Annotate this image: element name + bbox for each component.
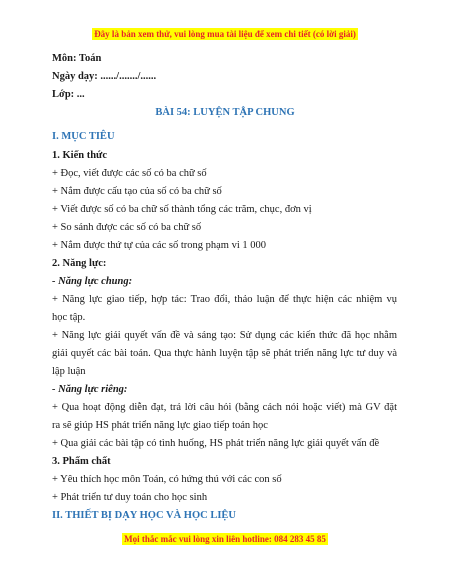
- hotline-notice-banner: [0, 533, 450, 545]
- quality-item: + Yêu thích học môn Toán, có hứng thú với các con số: [52, 474, 282, 485]
- preview-notice-banner: [0, 28, 450, 40]
- section-objectives-heading: I. MỤC TIÊU: [52, 131, 115, 142]
- ability-heading: 2. Năng lực:: [52, 258, 107, 269]
- specific-ability-item-line: + Qua giải các bài tập có tình huống, HS phát triển năng lực giải quyết vấn đề: [52, 438, 380, 449]
- knowledge-heading: 1. Kiến thức: [52, 150, 108, 161]
- quality-heading: 3. Phẩm chất: [52, 456, 111, 467]
- hotline-notice-text: Mọi thắc mắc vui lòng xin liên hotline: 084 283 45 85: [124, 534, 326, 544]
- general-ability-item-line: giải quyết các bài toán. Qua thực hành luyện tập sẽ phát triển năng lực tư duy và: [52, 348, 397, 359]
- general-ability-item-line: học tập.: [52, 312, 86, 323]
- knowledge-item: + Đọc, viết được các số có ba chữ số: [52, 168, 207, 179]
- preview-notice-text: Đây là bản xem thử, vui lòng mua tài liệu để xem chi tiết (có lời giải): [94, 29, 356, 39]
- lesson-title: BÀI 54: LUYỆN TẬP CHUNG: [155, 107, 295, 118]
- date-label: Ngày dạy: ....../......./......: [52, 71, 157, 82]
- specific-ability-item-line: ra sẽ giúp HS phát triển năng lực giao tiếp toán học: [52, 420, 268, 431]
- class-label: Lớp: ...: [52, 89, 85, 100]
- specific-ability-heading: - Năng lực riêng:: [52, 384, 128, 395]
- general-ability-item-line: + Năng lực giao tiếp, hợp tác: Trao đổi, thảo luận để thực hiện các nhiệm vụ: [52, 294, 397, 305]
- knowledge-item: + Viết được số có ba chữ số thành tổng các trăm, chục, đơn vị: [52, 204, 312, 215]
- specific-ability-item-line: + Qua hoạt động diễn đạt, trả lời câu hỏi (bằng cách nói hoặc viết) mà GV đặt: [52, 402, 397, 413]
- general-ability-item-line: + Năng lực giải quyết vấn đề và sáng tạo: Sử dụng các kiến thức đã học nhằm: [52, 330, 397, 341]
- quality-item: + Phát triển tư duy toán cho học sinh: [52, 492, 208, 503]
- general-ability-heading: - Năng lực chung:: [52, 276, 133, 287]
- knowledge-item: + Nắm được cấu tạo của số có ba chữ số: [52, 186, 222, 197]
- knowledge-item: + Nắm được thứ tự của các số trong phạm vi 1 000: [52, 240, 266, 251]
- section-equipment-heading: II. THIẾT BỊ DẠY HỌC VÀ HỌC LIỆU: [52, 510, 236, 521]
- knowledge-item: + So sánh được các số có ba chữ số: [52, 222, 202, 233]
- general-ability-item-line: lập luận: [52, 366, 86, 377]
- subject-label: Môn: Toán: [52, 53, 102, 64]
